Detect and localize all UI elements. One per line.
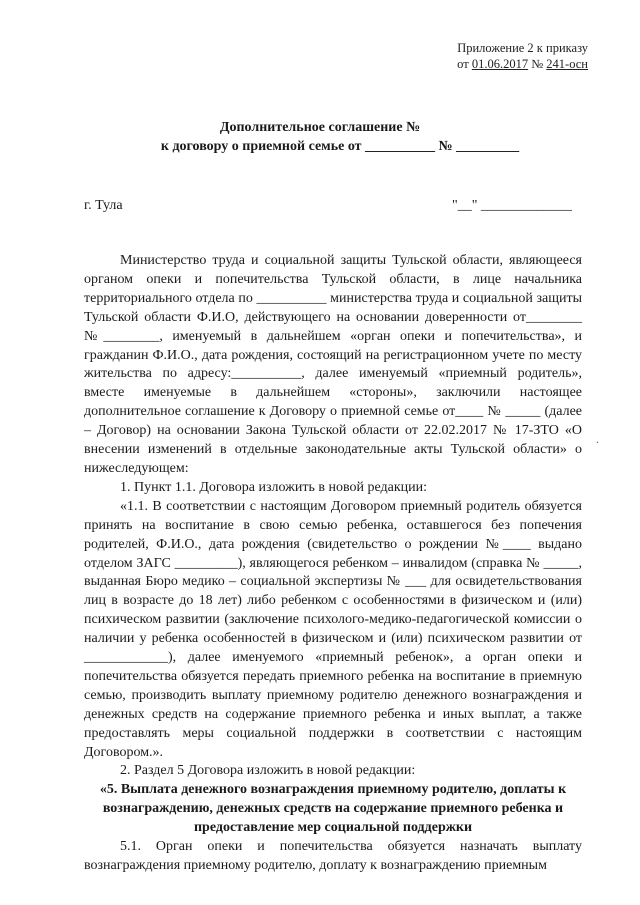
agreement-title: Дополнительное соглашение № [219,120,421,135]
paragraph-preamble: Министерство труда и социальной защиты Тульской области, являющееся органом опеки и попечительства Тульской области, в лице начальника территориального отдела по __________ министерства труда и социальной защиты Тульской области Ф.И.О, действующего на основании доверенности от________ №________, именуемый в дальнейшем «орган опеки и попечительства», и гражданин Ф.И.О., дата рождения, состоящий на регистрационном учете по месту жительства по адресу:__________, далее именуемый «приемный родитель», вместе именуемые в дальнейшем «стороны», заключили настоящее дополнительное соглашение к Договору о приемной семье от____ № _____ (далее – Договор) на основании Закона Тульской области от 22.02.2017 № 17-ЗТО «О внесении изменений в отдельные законодательные акты Тульской области» о нижеследующем: [84,253,582,476]
appendix-line-1: Приложение 2 к приказу [457,41,588,55]
paragraph-5-1: 5.1. Орган опеки и попечительства обязуется назначать выплату вознаграждения приемному родителю, доплату к вознаграждению приемным [84,839,582,873]
appendix-from: от [457,57,472,71]
appendix-number: 241-осн [546,57,588,71]
date-blank: "__" _____________ [452,198,572,213]
paragraph-item-2: 2. Раздел 5 Договора изложить в новой редакции: [120,763,416,779]
agreement-body [84,252,582,876]
stray-mark: . [596,432,599,446]
appendix-line-2 [457,56,588,72]
section-5-heading: «5. Выплата денежного вознаграждения приемному родителю, доплаты к вознаграждению, денежных средств на содержание приемного ребенка и предоставление мер социальной поддержки [99,782,567,836]
agreement-subtitle: к договору о приемной семье от __________ № _________ [160,139,520,154]
paragraph-item-1-text: «1.1. В соответствии с настоящим Договором приемный родитель обязуется принять на воспитание в свою семью ребенка, оставшегося без попечения родителей, Ф.И.О., дата рождения (свидетельство о рождении №____ выдано отделом ЗАГС _________), являющегося ребенком – инвалидом (справка № _____, выданная Бюро медико – социальной экспертизы № ___ для освидетельствования лиц в возрасте до 18 лет) либо ребенком с особенностями в физическом и (или) психическом развитии (заключение психолого-медико-педагогической комиссии о наличии у ребенка особенностей в физическом и (или) психическом развитии от ____________), далее именуемого «приемный ребенок», а орган опеки и попечительства обязуется передать приемного ребенка на воспитание в приемную семью, производить выплату приемному родителю денежного вознаграждения и денежных средств на содержание приемного ребенка и иных выплат, а также предоставлять меры социальной поддержки в соответствии с настоящим Договором.». [84,498,582,760]
appendix-date: 01.06.2017 [471,57,529,71]
paragraph-item-1: 1. Пункт 1.1. Договора изложить в новой редакции: [120,479,427,495]
appendix-note [457,40,588,72]
city-label: г. Тула [84,198,123,213]
appendix-number-sign: № [528,57,547,71]
